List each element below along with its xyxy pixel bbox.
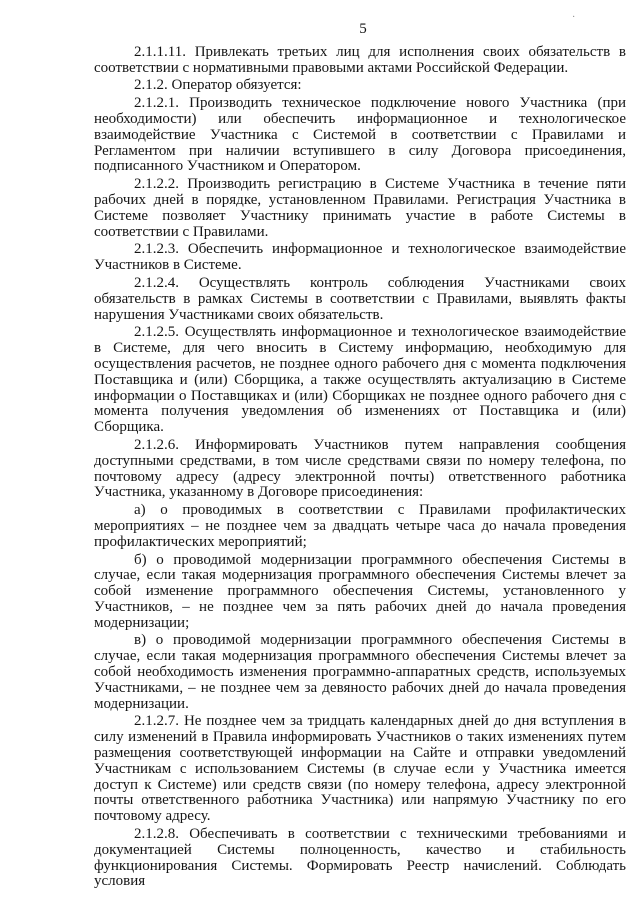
paragraph-2-1-2-2: 2.1.2.2. Производить регистрацию в Системе Участника в течение пяти рабочих дней в порядке, установленном Правилами. Регистрация Участника в Системе позволяет Участнику принимать участие в работе Системы в соответствии с Правилами. — [94, 176, 626, 240]
paragraph-2-1-2-8: 2.1.2.8. Обеспечивать в соответствии с техническими требованиями и документацией Системы полноценность, качество и стабильность функционирования Системы. Формировать Реестр начислений. Соблюдать условия — [94, 826, 626, 890]
list-item-b: б) о проводимой модернизации программного обеспечения Системы в случае, если такая модернизация программного обеспечения Системы влечет за собой изменение программного обеспечения Системы, установленного у Участников, – не позднее чем за пять рабочих дней до начала проведения модернизации; — [94, 551, 626, 631]
paragraph-2-1-2-5: 2.1.2.5. Осуществлять информационное и технологическое взаимодействие в Системе, для чего вносить в Систему информацию, необходимую для осуществления расчетов, не позднее одного рабочего дня с момента подключения Поставщика и (или) Сборщика, а также осуществлять актуализацию в Системе информации о Поставщиках и (или) Сборщиках не позднее одного рабочего дня с момента получения уведомления об изменениях от Поставщика и (или) Сборщика. — [94, 324, 626, 436]
paragraph-2-1-1-11: 2.1.1.11. Привлекать третьих лиц для исполнения своих обязательств в соответствии с нормативными правовыми актами Российской Федерации. — [94, 43, 626, 76]
list-item-a: а) о проводимых в соответствии с Правилами профилактических мероприятиях – не позднее чем за двадцать четыре часа до начала проведения профилактических мероприятий; — [94, 502, 626, 550]
paragraph-2-1-2-1: 2.1.2.1. Производить техническое подключение нового Участника (при необходимости) или обеспечить информационное и технологическое взаимодействие Участника с Системой в соответствии с Правилами и Регламентом при наличии вступившего в силу Договора присоединения, подписанного Участником и Оператором. — [94, 95, 626, 175]
paragraph-2-1-2-4: 2.1.2.4. Осуществлять контроль соблюдения Участниками своих обязательств в рамках Системы в соответствии с Правилами, выявлять факты нарушения Участниками своих обязательств. — [94, 274, 626, 323]
paragraph-2-1-2-7: 2.1.2.7. Не позднее чем за тридцать календарных дней до дня вступления в силу изменений в Правила информировать Участников о таких изменениях путем размещения соответствующей информации на Сайте и отправки уведомлений Участникам с использованием Системы (в случае если у Участника имеется доступ к Системе) или средств связи (по номеру телефона, адресу электронной почты ответственного работника Участника) или напрямую Участнику по его почтовому адресу. — [94, 713, 626, 825]
scan-speck: · — [572, 12, 576, 23]
list-item-v: в) о проводимой модернизации программного обеспечения Системы в случае, если такая модернизация программного обеспечения Системы влечет за собой необходимость изменения программно-аппаратных средств, используемых Участниками, – не позднее чем за девяносто рабочих дней до начала проведения модернизации. — [94, 632, 626, 712]
paragraph-2-1-2: 2.1.2. Оператор обязуется: — [134, 77, 302, 94]
paragraph-2-1-2-6: 2.1.2.6. Информировать Участников путем направления сообщения доступными средствами, в том числе средствами связи по номеру телефона, по почтовому адресу (адресу электронной почты) ответственного работника Участника, указанному в Договоре присоединения: — [94, 436, 626, 501]
page-number: 5 — [359, 21, 367, 37]
paragraph-2-1-2-3: 2.1.2.3. Обеспечить информационное и технологическое взаимодействие Участников в Системе. — [94, 241, 626, 274]
